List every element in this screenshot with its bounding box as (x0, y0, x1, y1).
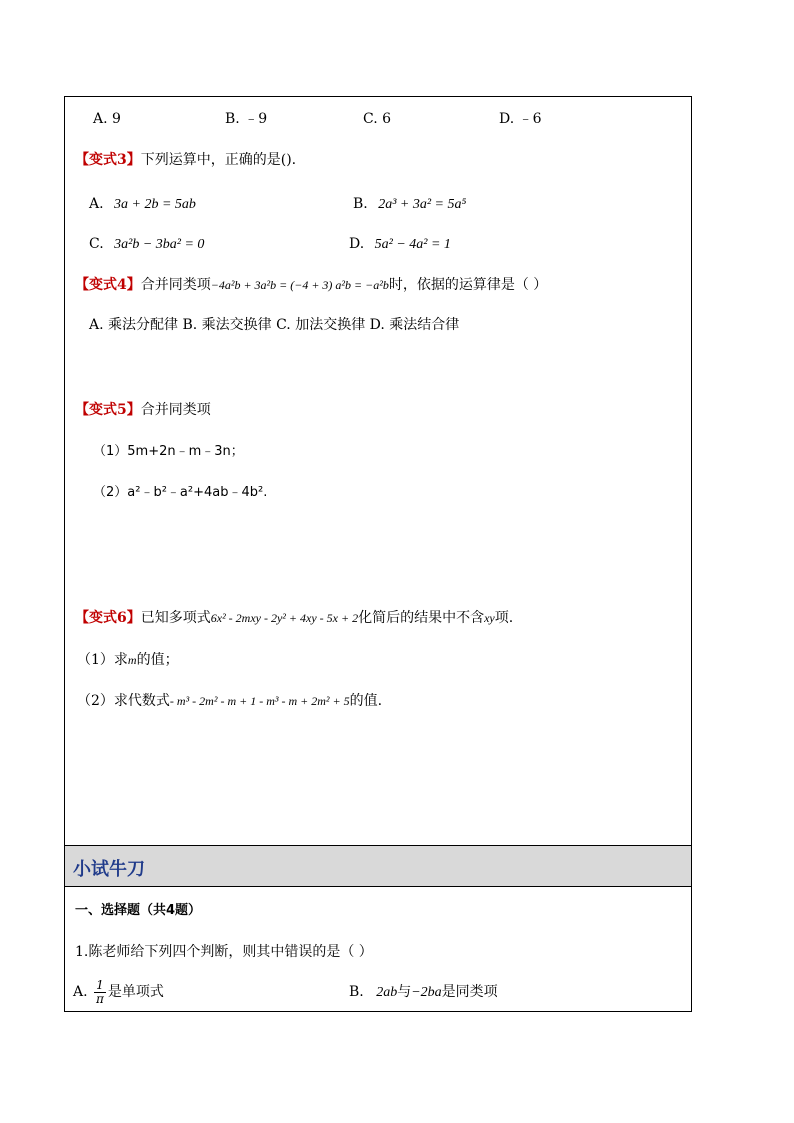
content-frame (64, 96, 692, 1012)
variant-5-stem: 合并同类项 (140, 402, 211, 418)
option-text: 是同类项 (441, 984, 498, 1000)
variant-6-part-2 (77, 691, 382, 711)
variant-3-option-d (349, 234, 451, 255)
question-1-option-a (73, 977, 164, 1007)
math-expression: −4a²b + 3a²b = (−4 + 3) a²b = −a²b (210, 278, 389, 292)
math-variable: m (127, 653, 137, 667)
variant-3-stem: 下列运算中，正确的是(). (140, 152, 297, 168)
variant-3-option-a (89, 194, 196, 215)
part-label: （2）求代数式 (77, 693, 170, 709)
option-text: 是单项式 (107, 984, 164, 1000)
variant-6-stem: 已知多项式 (140, 610, 211, 626)
variant-3-tag: 【变式3】 (75, 152, 141, 168)
option-text: 与 (397, 984, 412, 1000)
option-label: B. (353, 196, 368, 212)
option-label: B. (349, 984, 364, 1000)
math-expression: 3a²b − 3ba² = 0 (114, 237, 205, 252)
math-expression: 6x² - 2mxy - 2y² + 4xy - 5x + 2 (210, 611, 359, 625)
section-title: 小试牛刀 (73, 859, 145, 880)
question-1: 1.陈老师给下列四个判断，则其中错误的是（ ） (75, 944, 373, 960)
option-label: D. (349, 236, 365, 252)
option-label: C. (89, 236, 104, 252)
variant-6 (75, 608, 513, 628)
fraction (94, 979, 106, 1006)
variant-5-part-2: （2）a²﹣b²﹣a²+4ab﹣4b². (93, 485, 268, 500)
part-text: 的值. (349, 693, 383, 709)
section-header (65, 845, 691, 887)
math-expression: 3a + 2b = 5ab (114, 197, 196, 212)
math-expression: 5a² − 4a² = 1 (374, 237, 451, 252)
variant-3-option-b (353, 194, 466, 215)
option-d: D. ﹣6 (499, 111, 542, 127)
variant-3-option-c (89, 234, 204, 255)
math-expression: 2a³ + 3a² = 5a⁵ (378, 197, 467, 212)
math-expression: −2ba (411, 985, 442, 1000)
option-b: B. ﹣9 (225, 111, 268, 127)
math-variable: xy (484, 611, 495, 625)
math-expression: 2ab (376, 985, 398, 1000)
option-a: A. 9 (93, 111, 121, 127)
section-heading: 一、选择题（共4题） (75, 903, 202, 918)
variant-3 (75, 150, 296, 170)
option-label: A. (89, 196, 104, 212)
variant-5 (75, 400, 211, 420)
variant-4-tag: 【变式4】 (75, 277, 141, 293)
variant-6-tag: 【变式6】 (75, 610, 141, 626)
variant-4-stem-end: 时，依据的运算律是（ ） (388, 277, 548, 293)
variant-6-stem-mid: 化简后的结果中不含 (358, 610, 485, 626)
fraction-denominator: π (96, 991, 104, 1006)
variant-4 (75, 275, 547, 295)
option-c: C. 6 (363, 111, 392, 127)
variant-5-part-1: （1）5m+2n﹣m﹣3n； (93, 444, 244, 459)
math-expression: - m³ - 2m² - m + 1 - m³ - m + 2m² + 5 (169, 694, 350, 708)
variant-6-part-1 (77, 650, 179, 670)
question-1-option-b (349, 982, 498, 1003)
part-text: 的值； (136, 652, 179, 668)
part-label: （1）求 (77, 652, 128, 668)
fraction-numerator: 1 (94, 979, 106, 993)
variant-6-stem-end: 项. (494, 610, 514, 626)
option-label: A. (73, 984, 88, 1000)
variant-4-options: A. 乘法分配律 B. 乘法交换律 C. 加法交换律 D. 乘法结合律 (89, 317, 460, 333)
variant-4-stem: 合并同类项 (140, 277, 211, 293)
variant-5-tag: 【变式5】 (75, 402, 141, 418)
